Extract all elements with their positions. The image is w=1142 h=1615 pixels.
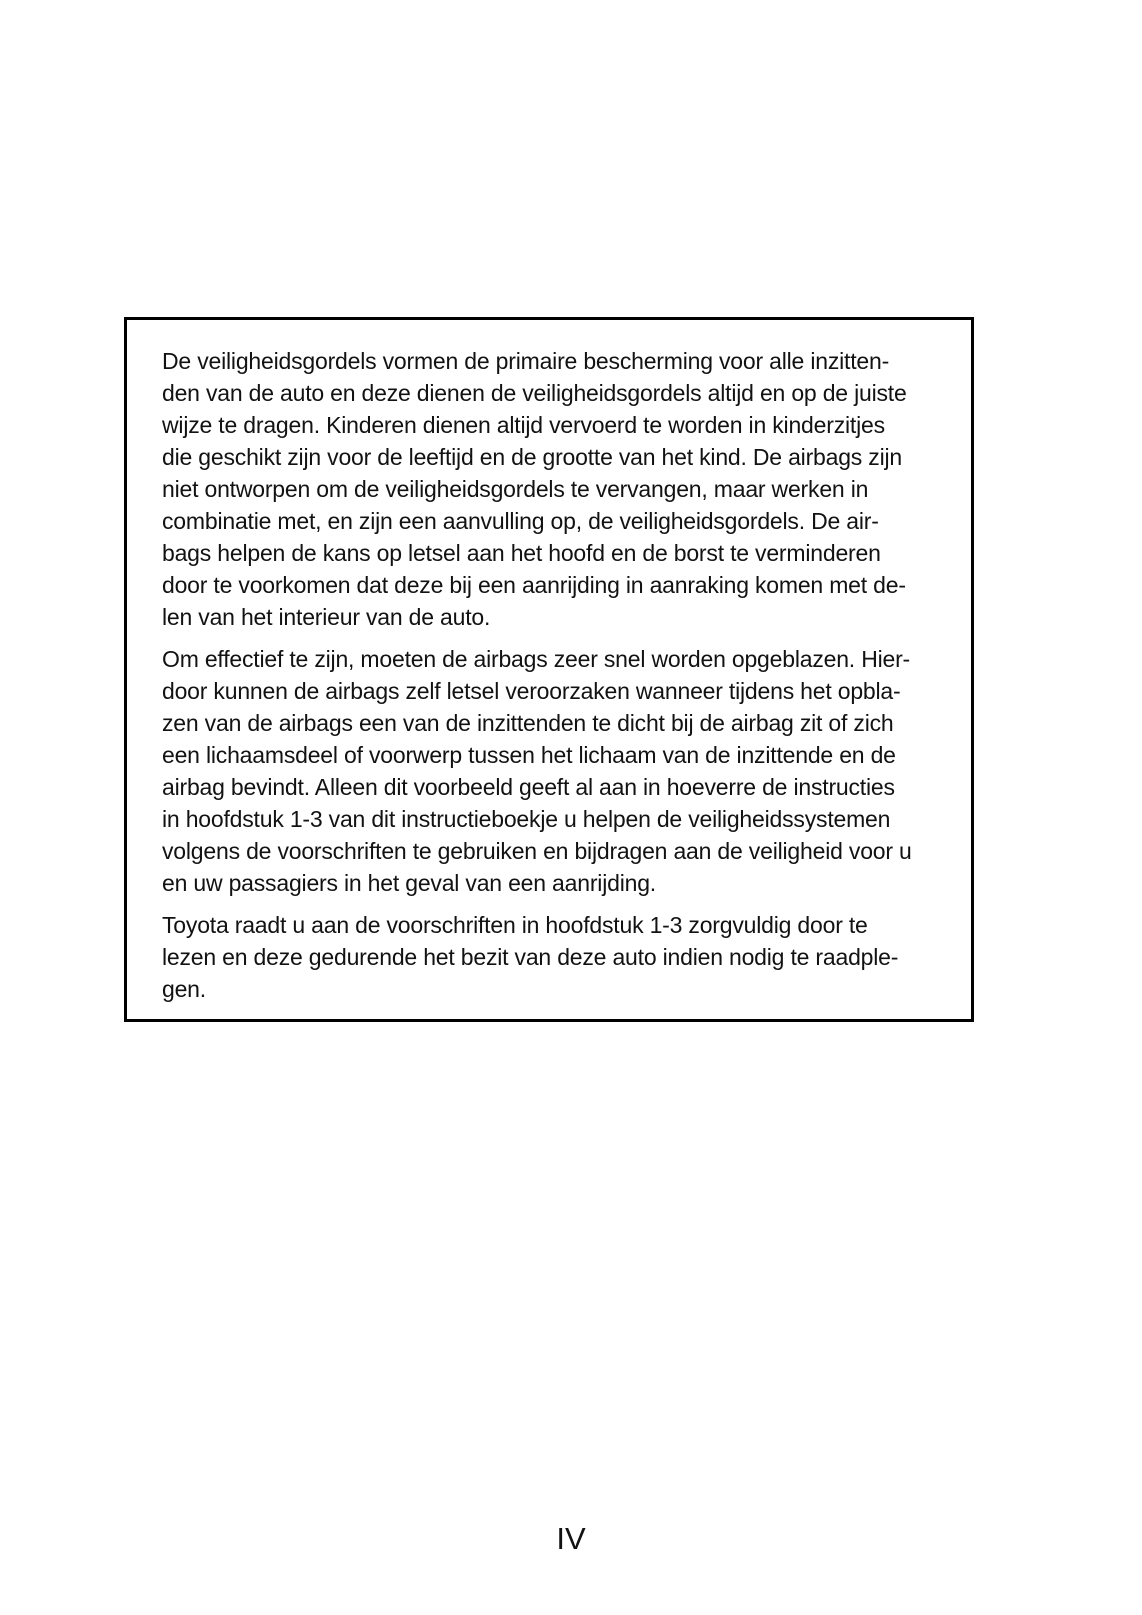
notice-paragraph-seatbelts: De veiligheidsgordels vormen de primaire bescherming voor alle inzitten- den van de auto en deze dienen de veiligheidsgordels altijd en op de juiste wijze te dragen. Kinderen dienen altijd vervoerd te worden in kinderzitjes die geschikt zijn voor de leeftijd en de grootte van het kind. De airbags zijn niet ontworpen om de veiligheidsgordels te vervangen, maar werken in combinatie met, en zijn een aanvulling op, de veiligheidsgordels. De air- bags helpen de kans op letsel aan het hoofd en de borst te verminderen door te voorkomen dat deze bij een aanrijding in aanraking komen met de- len van het interieur van de auto. (162, 348, 907, 630)
notice-paragraph-airbag-inflation: Om effectief te zijn, moeten de airbags zeer snel worden opgeblazen. Hier- door kunnen de airbags zelf letsel veroorzaken wanneer tijdens het opbla- zen van de airbags een van de inzittenden te dicht bij de airbag zit of zich een lichaamsdeel of voorwerp tussen het lichaam van de inzittende en de airbag bevindt. Alleen dit voorbeeld geeft al aan in hoeverre de instructies in hoofdstuk 1-3 van dit instructieboekje u helpen de veiligheidssystemen volgens de voorschriften te gebruiken en bijdragen aan de veiligheid voor u en uw passagiers in het geval van een aanrijding. (162, 646, 912, 896)
safety-notice-box (124, 317, 974, 1022)
page-number: IV (556, 1521, 586, 1556)
notice-paragraph-toyota-advice: Toyota raadt u aan de voorschriften in hoofdstuk 1-3 zorgvuldig door te lezen en deze gedurende het bezit van deze auto indien nodig te raadple- gen. (162, 912, 899, 1002)
